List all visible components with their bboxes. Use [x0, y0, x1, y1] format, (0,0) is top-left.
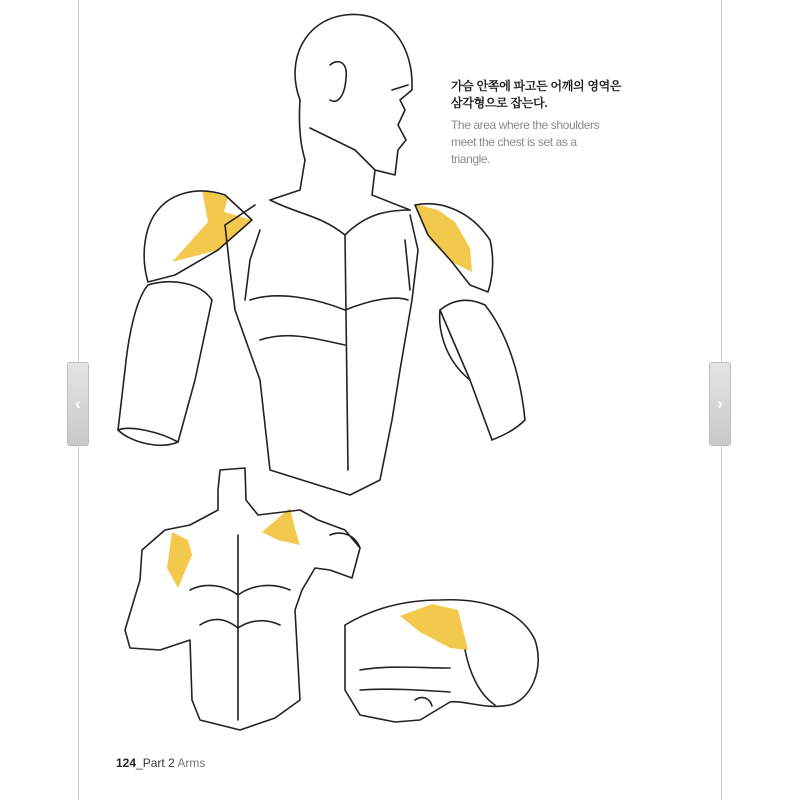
page-footer: [116, 756, 205, 770]
shoulder-triangle-highlights: [167, 190, 472, 650]
next-page-button[interactable]: [709, 362, 731, 446]
chevron-right-icon: ›: [717, 394, 723, 413]
caption-korean: [451, 78, 626, 112]
caption-korean-line-2: 삼각형으로 잡는다.: [451, 96, 548, 110]
page-number: 124: [116, 756, 137, 770]
caption-english-line-3: triangle.: [451, 152, 491, 166]
section-label: Arms: [177, 756, 206, 770]
caption-english: [451, 117, 626, 168]
part-label: _Part 2: [136, 756, 175, 770]
caption-english-line-2: meet the chest is set as a: [451, 135, 577, 149]
caption-block: [451, 78, 626, 168]
chevron-left-icon: ‹: [75, 394, 81, 413]
previous-page-button[interactable]: [67, 362, 89, 446]
caption-english-line-1: The area where the shoulders: [451, 118, 600, 132]
caption-korean-line-1: 가슴 안쪽에 파고든 어깨의 영역은: [451, 79, 622, 93]
